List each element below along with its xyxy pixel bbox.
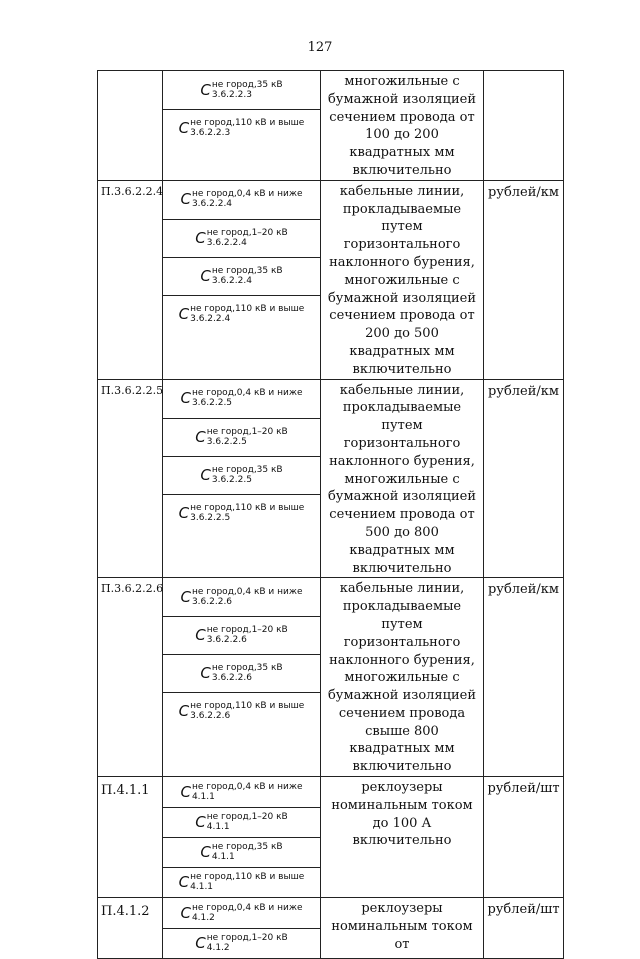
formula-cell [163,777,321,898]
formula-item: C не город,35 кВ 3.6.2.2.6 [163,654,320,692]
formula-superscript: не город,0,4 кВ и ниже [191,781,303,792]
table-row [98,898,564,959]
formula-subscript: 3.6.2.2.4 [190,313,231,324]
formula-superscript: не город,35 кВ [211,265,283,276]
formula-subscript: 3.6.2.2.3 [211,89,252,100]
formula-superscript: не город,35 кВ [211,79,283,90]
formula-superscript: не город,110 кВ и выше [190,303,305,314]
row-unit [484,71,564,181]
formula-superscript: не город,110 кВ и выше [190,701,305,712]
formula-item: C не город,35 кВ 3.6.2.2.4 [163,257,320,295]
formula-item: C не город,1–20 кВ 4.1.1 [163,807,320,837]
table-row [98,578,564,777]
formula-item: C не город,110 кВ и выше 3.6.2.2.5 [163,494,320,532]
formula-item: C не город,110 кВ и выше 3.6.2.2.3 [163,109,320,147]
row-description: реклоузеры номинальным током до 100 А включительно [321,777,484,898]
formula-subscript: 3.6.2.2.6 [191,596,233,607]
tariff-table-body [98,71,564,959]
row-description: кабельные линии, прокладываемые путем горизонтального наклонного бурения, многожильные с бумажной изоляцией сечением провода от 500 до 800 квадратных мм включительно [321,379,484,578]
formula-subscript: 4.1.2 [206,943,230,954]
formula-superscript: не город,0,4 кВ и ниже [191,189,303,200]
formula-subscript: 3.6.2.2.5 [211,474,252,485]
formula-item: C не город,35 кВ 3.6.2.2.3 [200,79,283,100]
formula-item: C не город,0,4 кВ и ниже 3.6.2.2.4 [180,189,303,210]
formula-item: C не город,0,4 кВ и ниже 3.6.2.2.5 [180,388,303,409]
formula-item: C не город,110 кВ и выше 4.1.1 [163,867,320,897]
formula-subscript: 3.6.2.2.6 [206,635,247,646]
formula-subscript: 4.1.1 [191,791,215,802]
formula-cell [163,71,321,181]
formula-cell [163,578,321,777]
formula-subscript: 3.6.2.2.6 [190,711,231,722]
formula-item: C не город,0,4 кВ и ниже 3.6.2.2.6 [180,586,303,607]
formula-item: C не город,1–20 кВ 3.6.2.2.4 [163,219,320,257]
row-unit: рублей/шт [484,777,564,898]
page-number: 127 [307,40,333,55]
formula-subscript: 3.6.2.2.5 [191,398,233,409]
formula-superscript: не город,110 кВ и выше [190,502,305,513]
row-code: П.4.1.2 [98,898,163,959]
formula-subscript: 3.6.2.2.5 [190,512,231,523]
tariff-table [97,70,564,959]
row-unit: рублей/км [484,379,564,578]
formula-item: C не город,1–20 кВ 3.6.2.2.5 [163,418,320,456]
row-code [98,71,163,181]
formula-item: C не город,1–20 кВ 4.1.2 [163,928,320,958]
row-code: П.4.1.1 [98,777,163,898]
formula-superscript: не город,0,4 кВ и ниже [191,902,303,913]
formula-subscript: 3.6.2.2.3 [190,128,231,138]
formula-item: C не город,35 кВ 4.1.1 [163,837,320,867]
formula-subscript: 4.1.1 [211,852,235,863]
formula-item: C не город,1–20 кВ 3.6.2.2.6 [163,616,320,654]
formula-cell [163,898,321,959]
formula-subscript: 4.1.2 [191,912,215,923]
formula-superscript: не город,35 кВ [211,842,283,853]
formula-cell [163,180,321,379]
formula-superscript: не город,35 кВ [211,464,283,475]
table-row [98,71,564,181]
formula-subscript: 3.6.2.2.5 [206,436,247,447]
formula-cell [163,379,321,578]
row-code: П.3.6.2.2.6 [98,578,163,777]
row-description: кабельные линии, прокладываемые путем горизонтального наклонного бурения, многожильные с бумажной изоляцией сечением провода свыше 800 квадратных мм включительно [321,578,484,777]
formula-item: C не город,35 кВ 3.6.2.2.5 [163,456,320,494]
formula-subscript: 4.1.1 [190,882,214,893]
formula-superscript: не город,1–20 кВ [206,812,288,823]
row-unit: рублей/км [484,180,564,379]
row-description: кабельные линии, прокладываемые путем горизонтального наклонного бурения, многожильные с бумажной изоляцией сечением провода от 200 до 500 квадратных мм включительно [321,180,484,379]
row-code: П.3.6.2.2.5 [98,379,163,578]
formula-subscript: 3.6.2.2.6 [211,673,252,684]
table-row [98,379,564,578]
table-row [98,777,564,898]
formula-superscript: не город,0,4 кВ и ниже [191,586,303,597]
row-code: П.3.6.2.2.4 [98,180,163,379]
formula-subscript: 4.1.1 [206,822,230,833]
formula-superscript: не город,35 кВ [211,663,283,674]
row-unit: рублей/км [484,578,564,777]
formula-subscript: 3.6.2.2.4 [191,199,233,210]
formula-subscript: 3.6.2.2.4 [211,275,252,286]
formula-subscript: 3.6.2.2.4 [206,237,247,248]
formula-superscript: не город,1–20 кВ [206,227,288,238]
formula-item: C не город,110 кВ и выше 3.6.2.2.6 [163,692,320,730]
formula-superscript: не город,1–20 кВ [206,426,288,437]
formula-item: C не город,110 кВ и выше 3.6.2.2.4 [163,295,320,333]
row-description: многожильные с бумажной изоляцией сечением провода от 100 до 200 квадратных мм включительно [321,71,484,181]
row-unit: рублей/шт [484,898,564,959]
table-row [98,180,564,379]
formula-superscript: не город,1–20 кВ [206,625,288,636]
formula-superscript: не город,1–20 кВ [206,933,288,944]
formula-superscript: не город,0,4 кВ и ниже [191,388,303,399]
formula-superscript: не город,110 кВ и выше [190,118,305,128]
formula-superscript: не город,110 кВ и выше [190,872,305,883]
formula-item: C не город,0,4 кВ и ниже 4.1.1 [180,781,303,802]
formula-item: C не город,0,4 кВ и ниже 4.1.2 [180,902,303,923]
row-description: реклоузеры номинальным током от [321,898,484,959]
